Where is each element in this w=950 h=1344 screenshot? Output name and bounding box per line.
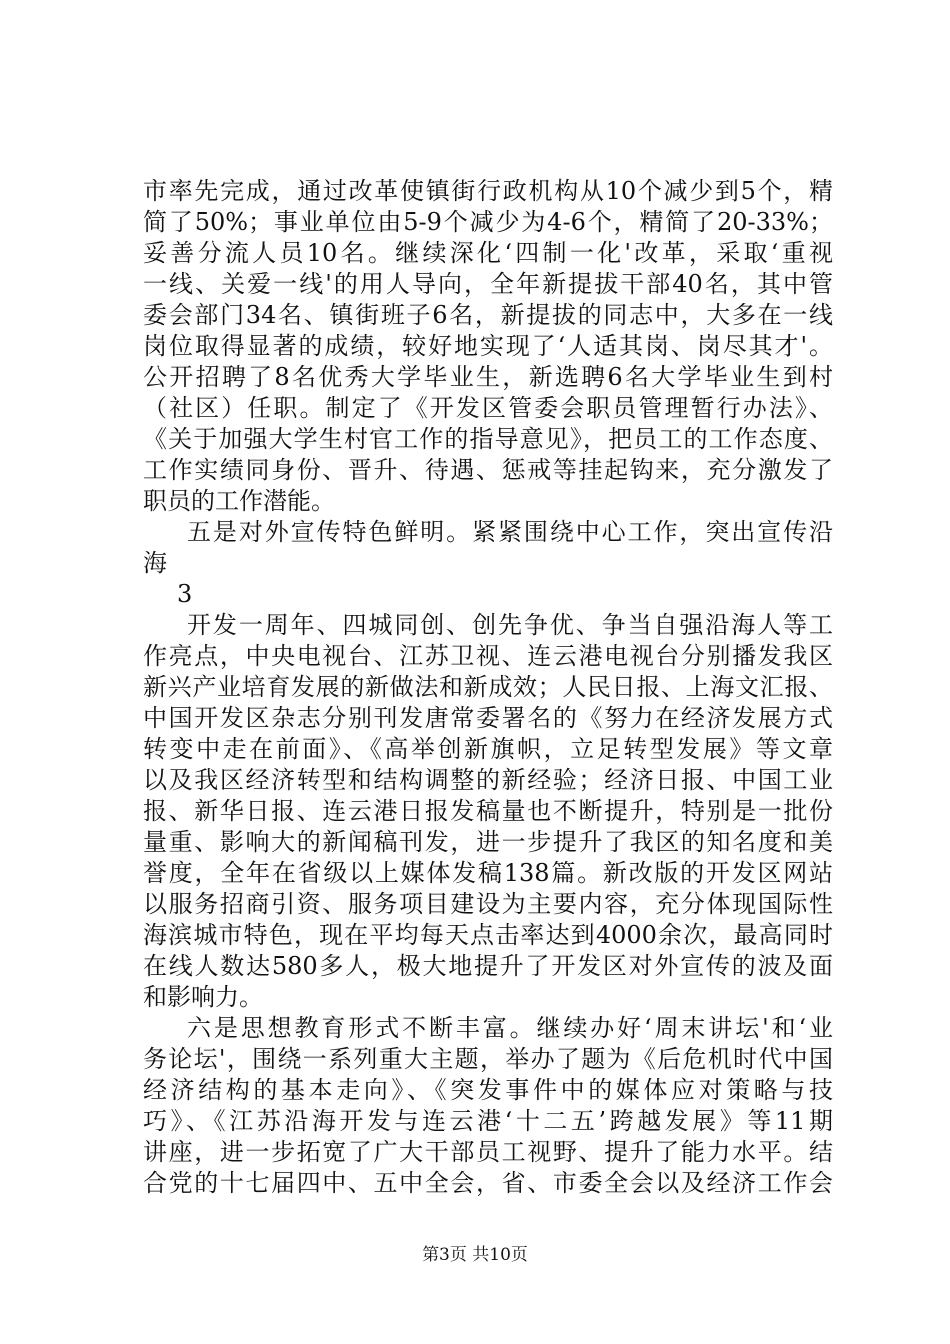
text-line: 转变中走在前面》、《高举创新旗帜，立足转型发展》等文章: [143, 735, 833, 763]
text-line: 在线人数达580多人，极大地提升了开发区对外宣传的波及面: [143, 952, 833, 980]
text-line: 一线、关爱一线'的用人导向，全年新提拔干部40名，其中管: [143, 270, 833, 298]
text-line: 量重、影响大的新闻稿刊发，进一步提升了我区的知名度和美: [143, 828, 833, 856]
text-line: 中国开发区杂志分别刊发唐常委署名的《努力在经济发展方式: [143, 704, 833, 732]
text-line: 合党的十七届四中、五中全会，省、市委全会以及经济工作会: [143, 1169, 833, 1197]
text-line: 和影响力。: [143, 983, 263, 1011]
text-line: 简了50%；事业单位由5-9个减少为4-6个，精简了20-33%；: [143, 208, 833, 236]
document-body: [143, 176, 833, 1199]
text-line: 报、新华日报、连云港日报发稿量也不断提升，特别是一批份: [143, 797, 833, 825]
text-line: 务论坛'，围绕一系列重大主题，举办了题为《后危机时代中国: [143, 1045, 833, 1073]
page-number-label: 第3页 共10页: [422, 1245, 528, 1265]
text-line: 以及我区经济转型和结构调整的新经验；经济日报、中国工业: [143, 766, 833, 794]
page-footer: [0, 1245, 950, 1265]
text-line: 工作实绩同身份、晋升、待遇、惩戒等挂起钩来，充分激发了: [143, 456, 833, 484]
text-line: 公开招聘了8名优秀大学毕业生，新选聘6名大学毕业生到村: [143, 363, 833, 391]
text-line: 经济结构的基本走向》、《突发事件中的媒体应对策略与技: [143, 1076, 833, 1104]
text-line: 委会部门34名、镇街班子6名，新提拔的同志中，大多在一线: [143, 301, 833, 329]
text-line: 讲座，进一步拓宽了广大干部员工视野、提升了能力水平。结: [143, 1138, 833, 1166]
text-line: （社区）任职。制定了《开发区管委会职员管理暂行办法》、: [143, 394, 833, 422]
text-line: 职员的工作潜能。: [143, 487, 335, 515]
text-line: 以服务招商引资、服务项目建设为主要内容，充分体现国际性: [143, 890, 833, 918]
text-line: 誉度，全年在省级以上媒体发稿138篇。新改版的开发区网站: [143, 859, 833, 887]
paragraph-first-line: 六是思想教育形式不断丰富。继续办好‘周末讲坛'和‘业: [187, 1014, 833, 1042]
text-line: 岗位取得显著的成绩，较好地实现了‘人适其岗、岗尽其才'。: [143, 332, 833, 360]
text-line: 海滨城市特色，现在平均每天点击率达到4000余次，最高同时: [143, 921, 833, 949]
text-line: 作亮点，中央电视台、江苏卫视、连云港电视台分别播发我区: [143, 642, 833, 670]
text-line: 海: [143, 549, 167, 577]
text-line: 市率先完成，通过改革使镇街行政机构从10个减少到5个，精: [143, 177, 833, 205]
text-line: 新兴产业培育发展的新做法和新成效；人民日报、上海文汇报、: [143, 673, 833, 701]
text-line: 《关于加强大学生村官工作的指导意见》，把员工的工作态度、: [143, 425, 833, 453]
text-line: 巧》、《江苏沿海开发与连云港‘十二五’跨越发展》等11期: [143, 1107, 833, 1135]
inline-page-number: 3: [177, 580, 193, 608]
paragraph-first-line: 五是对外宣传特色鲜明。紧紧围绕中心工作，突出宣传沿: [187, 518, 833, 546]
text-line: 妥善分流人员10名。继续深化‘四制一化'改革，采取‘重视: [143, 239, 833, 267]
paragraph-first-line: 开发一周年、四城同创、创先争优、争当自强沿海人等工: [187, 611, 833, 639]
